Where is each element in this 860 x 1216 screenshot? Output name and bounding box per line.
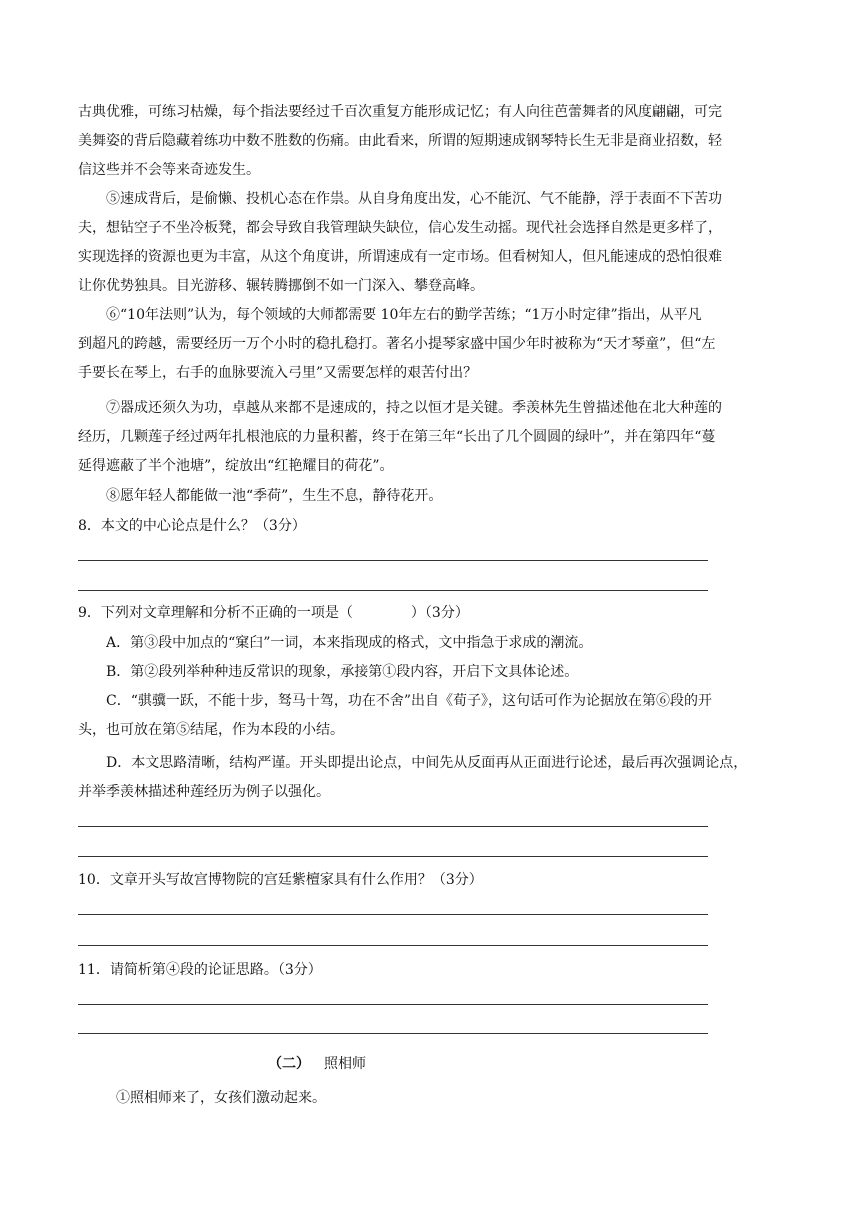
answer-line[interactable] xyxy=(78,945,708,946)
option-b: B．第②段列举种种违反常识的现象，承接第①段内容，开启下文具体论述。 xyxy=(106,664,579,680)
question-9-points: ）（3分） xyxy=(410,605,469,621)
section-number: （二） xyxy=(268,1056,310,1072)
option-d-line: D．本文思路清晰，结构严谨。开头即提出论点，中间先从反面再从正面进行论述，最后再次强调论点， xyxy=(106,755,748,771)
paragraph-7-line: 经历，几颗莲子经过两年扎根池底的力量积蓄，终于在第三年“长出了几个圆圆的绿叶”，并在第四年“蔓 xyxy=(78,429,716,445)
paragraph-7-line: 延得遮蔽了半个池塘”，绽放出“红艳耀目的荷花”。 xyxy=(78,458,394,474)
paragraph-5-line: 实现选择的资源也更为丰富，从这个角度讲，所谓速成有一定市场。但看树知人，但凡能速成的恐怕很难 xyxy=(78,249,722,265)
paragraph-6-line: 手要长在琴上，右手的血脉要流入弓里”又需要怎样的艰苦付出？ xyxy=(78,365,478,381)
option-a: A．第③段中加点的“窠臼”一词，本来指现成的格式，文中指急于求成的潮流。 xyxy=(106,635,593,651)
paragraph-5-line: 让你优势独具。目光游移、辗转腾挪倒不如一门深入、攀登高峰。 xyxy=(78,278,484,294)
section-title: 照相师 xyxy=(324,1056,366,1072)
option-d-line: 并举季羡林描述种莲经历为例子以强化。 xyxy=(78,784,330,800)
answer-line[interactable] xyxy=(78,914,708,915)
option-c-line: 头，也可放在第⑤结尾，作为本段的小结。 xyxy=(78,722,344,738)
paragraph-5-line: ⑤速成背后，是偷懒、投机心态在作祟。从自身角度出发，心不能沉、气不能静，浮于表面不下苦功 xyxy=(106,191,722,207)
answer-line[interactable] xyxy=(78,856,708,857)
option-c-line: C．“骐骥一跃，不能十步，驽马十驾，功在不舍”出自《荀子》，这句话可作为论据放在第⑥段的开 xyxy=(106,693,713,709)
paragraph-4-line: 信这些并不会等来奇迹发生。 xyxy=(78,162,260,178)
answer-line[interactable] xyxy=(78,1033,708,1034)
paragraph-6-line: ⑥“10年法则”认为，每个领域的大师都需要 10年左右的勤学苦练；“1万小时定律”指出，从平凡 xyxy=(106,307,702,323)
paragraph-5-line: 夫，想钻空子不坐冷板凳，都会导致自我管理缺失缺位，信心发生动摇。现代社会选择自然是更多样了， xyxy=(78,220,722,236)
question-10: 10．文章开头写故宫博物院的宫廷紫檀家具有什么作用？（3分） xyxy=(78,872,483,888)
paragraph-8: ⑧愿年轻人都能做一池“季荷”，生生不息，静待花开。 xyxy=(106,488,443,504)
paragraph-4-line: 古典优雅，可练习枯燥，每个指法要经过千百次重复方能形成记忆；有人向往芭蕾舞者的风度翩翩，可完 xyxy=(78,104,722,120)
question-9 xyxy=(78,603,788,623)
paragraph-7-line: ⑦器成还须久为功，卓越从来都不是速成的，持之以恒才是关键。季羡林先生曾描述他在北大种莲的 xyxy=(106,400,722,416)
answer-line[interactable] xyxy=(78,590,708,591)
answer-line[interactable] xyxy=(78,826,708,827)
answer-line[interactable] xyxy=(78,1004,708,1005)
answer-line[interactable] xyxy=(78,560,708,561)
paragraph-6-line: 到超凡的跨越，需要经历一万个小时的稳扎稳打。著名小提琴家盛中国少年时被称为“天才琴童”，但“左 xyxy=(78,336,716,352)
question-8: 8．本文的中心论点是什么？（3分） xyxy=(78,518,306,534)
section-2-paragraph-1: ①照相师来了，女孩们激动起来。 xyxy=(116,1090,326,1106)
section-heading xyxy=(268,1054,366,1074)
question-9-stem: 9．下列对文章理解和分析不正确的一项是（ xyxy=(78,605,353,621)
paragraph-4-line: 美舞姿的背后隐藏着练功中数不胜数的伤痛。由此看来，所谓的短期速成钢琴特长生无非是商业招数，轻 xyxy=(78,133,722,149)
question-11: 11．请简析第④段的论证思路。（3分） xyxy=(78,962,322,978)
